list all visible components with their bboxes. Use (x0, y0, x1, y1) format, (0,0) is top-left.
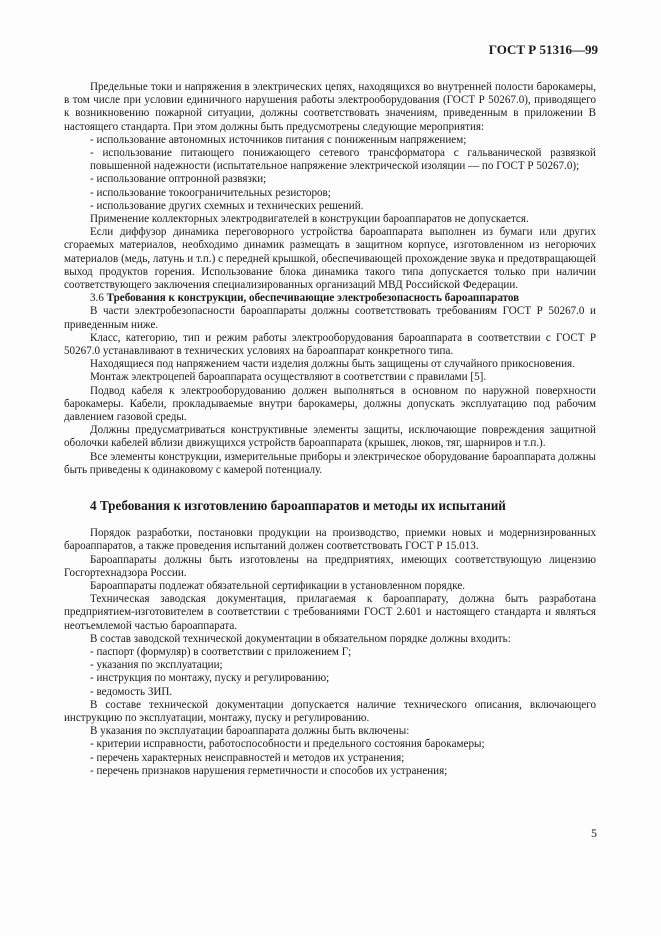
document-number-header: ГОСТ Р 51316—99 (488, 42, 598, 57)
list-item: - ведомость ЗИП. (90, 685, 173, 698)
list-item: - использование оптронной развязки; (90, 173, 267, 186)
list-item: - перечень признаков нарушения герметичности и способов их устранения; (90, 764, 448, 777)
section-heading: 4 Требования к изготовлению бароаппаратов и методы их испытаний (90, 498, 506, 514)
page-number: 5 (591, 826, 597, 840)
list-item: - паспорт (формуляр) в соответствии с приложением Г; (90, 645, 352, 658)
list-item: - критерии исправности, работоспособности и предельного состояния барокамеры; (90, 738, 485, 751)
paragraph: Находящиеся под напряжением части изделия должны быть защищены от случайного прикосновения. (90, 358, 575, 371)
list-item: - использование питающего понижающего сетевого трансформатора с гальванической развязкой повышенной надежности (испытательное напряжение электрической изоляции — по ГОСТ Р 50267.0); (90, 147, 596, 173)
paragraph: Применение коллекторных электродвигателей в конструкции бароаппаратов не допускается. (90, 213, 529, 226)
paragraph: Монтаж электроцепей бароаппарата осуществляют в соответствии с правилами [5]. (90, 371, 487, 384)
subsection-heading (64, 292, 596, 305)
paragraph: Должны предусматриваться конструктивные элементы защиты, исключающие повреждения защитной оболочки кабелей вблизи движущихся устройств бароаппарата (крышек, люков, тяг, шарниров и т.п.). (64, 424, 596, 450)
list-item: - инструкция по монтажу, пуску и регулированию; (90, 672, 330, 685)
paragraph: Техническая заводская документация, прилагаемая к бароаппарату, должна быть разработана предприятием-изготовителем в соответствии с требованиями ГОСТ 2.601 и настоящего стандарта и являться неотъемлемой частью бароаппарата. (64, 593, 596, 632)
paragraph: Порядок разработки, постановки продукции на производство, приемки новых и модернизированных бароаппаратов, а также проведения испытаний должен соответствовать ГОСТ Р 15.013. (64, 527, 596, 553)
list-item: - использование автономных источников питания с пониженным напряжением; (90, 133, 467, 146)
paragraph: В составе технической документации допускается наличие технического описания, включающего инструкцию по эксплуатации, монтажу, пуску и регулированию. (64, 698, 596, 724)
subsection-title: Требования к конструкции, обеспечивающие электробезопасность бароаппаратов (106, 292, 520, 305)
paragraph: В состав заводской технической документации в обязательном порядке должны входить: (90, 632, 511, 645)
paragraph: Подвод кабеля к электрооборудованию должен выполняться в основном по наружной поверхности барокамеры. Кабели, прокладываемые внутри барокамеры, должны допускать эксплуатацию под рабочим давлением газовой среды. (64, 384, 596, 424)
paragraph: Класс, категорию, тип и режим работы электрооборудования бароаппарата в соответствии с ГОСТ Р 50267.0 устанавливают в технических условиях на бароаппарат конкретного типа. (64, 331, 596, 358)
paragraph: В части электробезопасности бароаппараты должны соответствовать требованиям ГОСТ Р 50267.0 и приведенным ниже. (64, 305, 596, 331)
paragraph: В указания по эксплуатации бароаппарата должны быть включены: (90, 725, 410, 738)
list-item: - использование других схемных и технических решений. (90, 199, 364, 212)
paragraph: Если диффузор динамика переговорного устройства бароаппарата выполнен из бумаги или других сгораемых материалов, необходимо динамик размещать в защитном корпусе, изготовленном из негорючих материалов (медь, латунь и т.п.) с передней крышкой, обеспечивающей прохождение звука и предотвращающей выход продуктов горения. Использование блока динамика такого типа допускается только при наличии соответствующего заключения специализированных организаций МВД Российской Федерации. (64, 226, 596, 292)
list-item: - указания по эксплуатации; (90, 659, 223, 672)
subsection-number: 3.6 (90, 292, 104, 305)
page-body (64, 81, 596, 778)
paragraph: Бароаппараты должны быть изготовлены на предприятиях, имеющих соответствующую лицензию Госгортехнадзора России. (64, 553, 596, 579)
list-item: - перечень характерных неисправностей и методов их устранения; (90, 751, 405, 764)
list-item: - использование токоограничительных резисторов; (90, 186, 331, 199)
paragraph: Предельные токи и напряжения в электрических цепях, находящихся во внутренней полости барокамеры, в том числе при условии единичного нарушения работы электрооборудования (ГОСТ Р 50267.0), приводящего к возникновению пожарной ситуации, должны соответствовать значениям, приведенным в приложении В настоящего стандарта. При этом должны быть предусмотрены следующие мероприятия: (64, 81, 596, 133)
paragraph: Все элементы конструкции, измерительные приборы и электрическое оборудование бароаппарата должны быть приведены к одинаковому с камерой потенциалу. (64, 450, 596, 476)
paragraph: Бароаппараты подлежат обязательной сертификации в установленном порядке. (90, 579, 466, 592)
